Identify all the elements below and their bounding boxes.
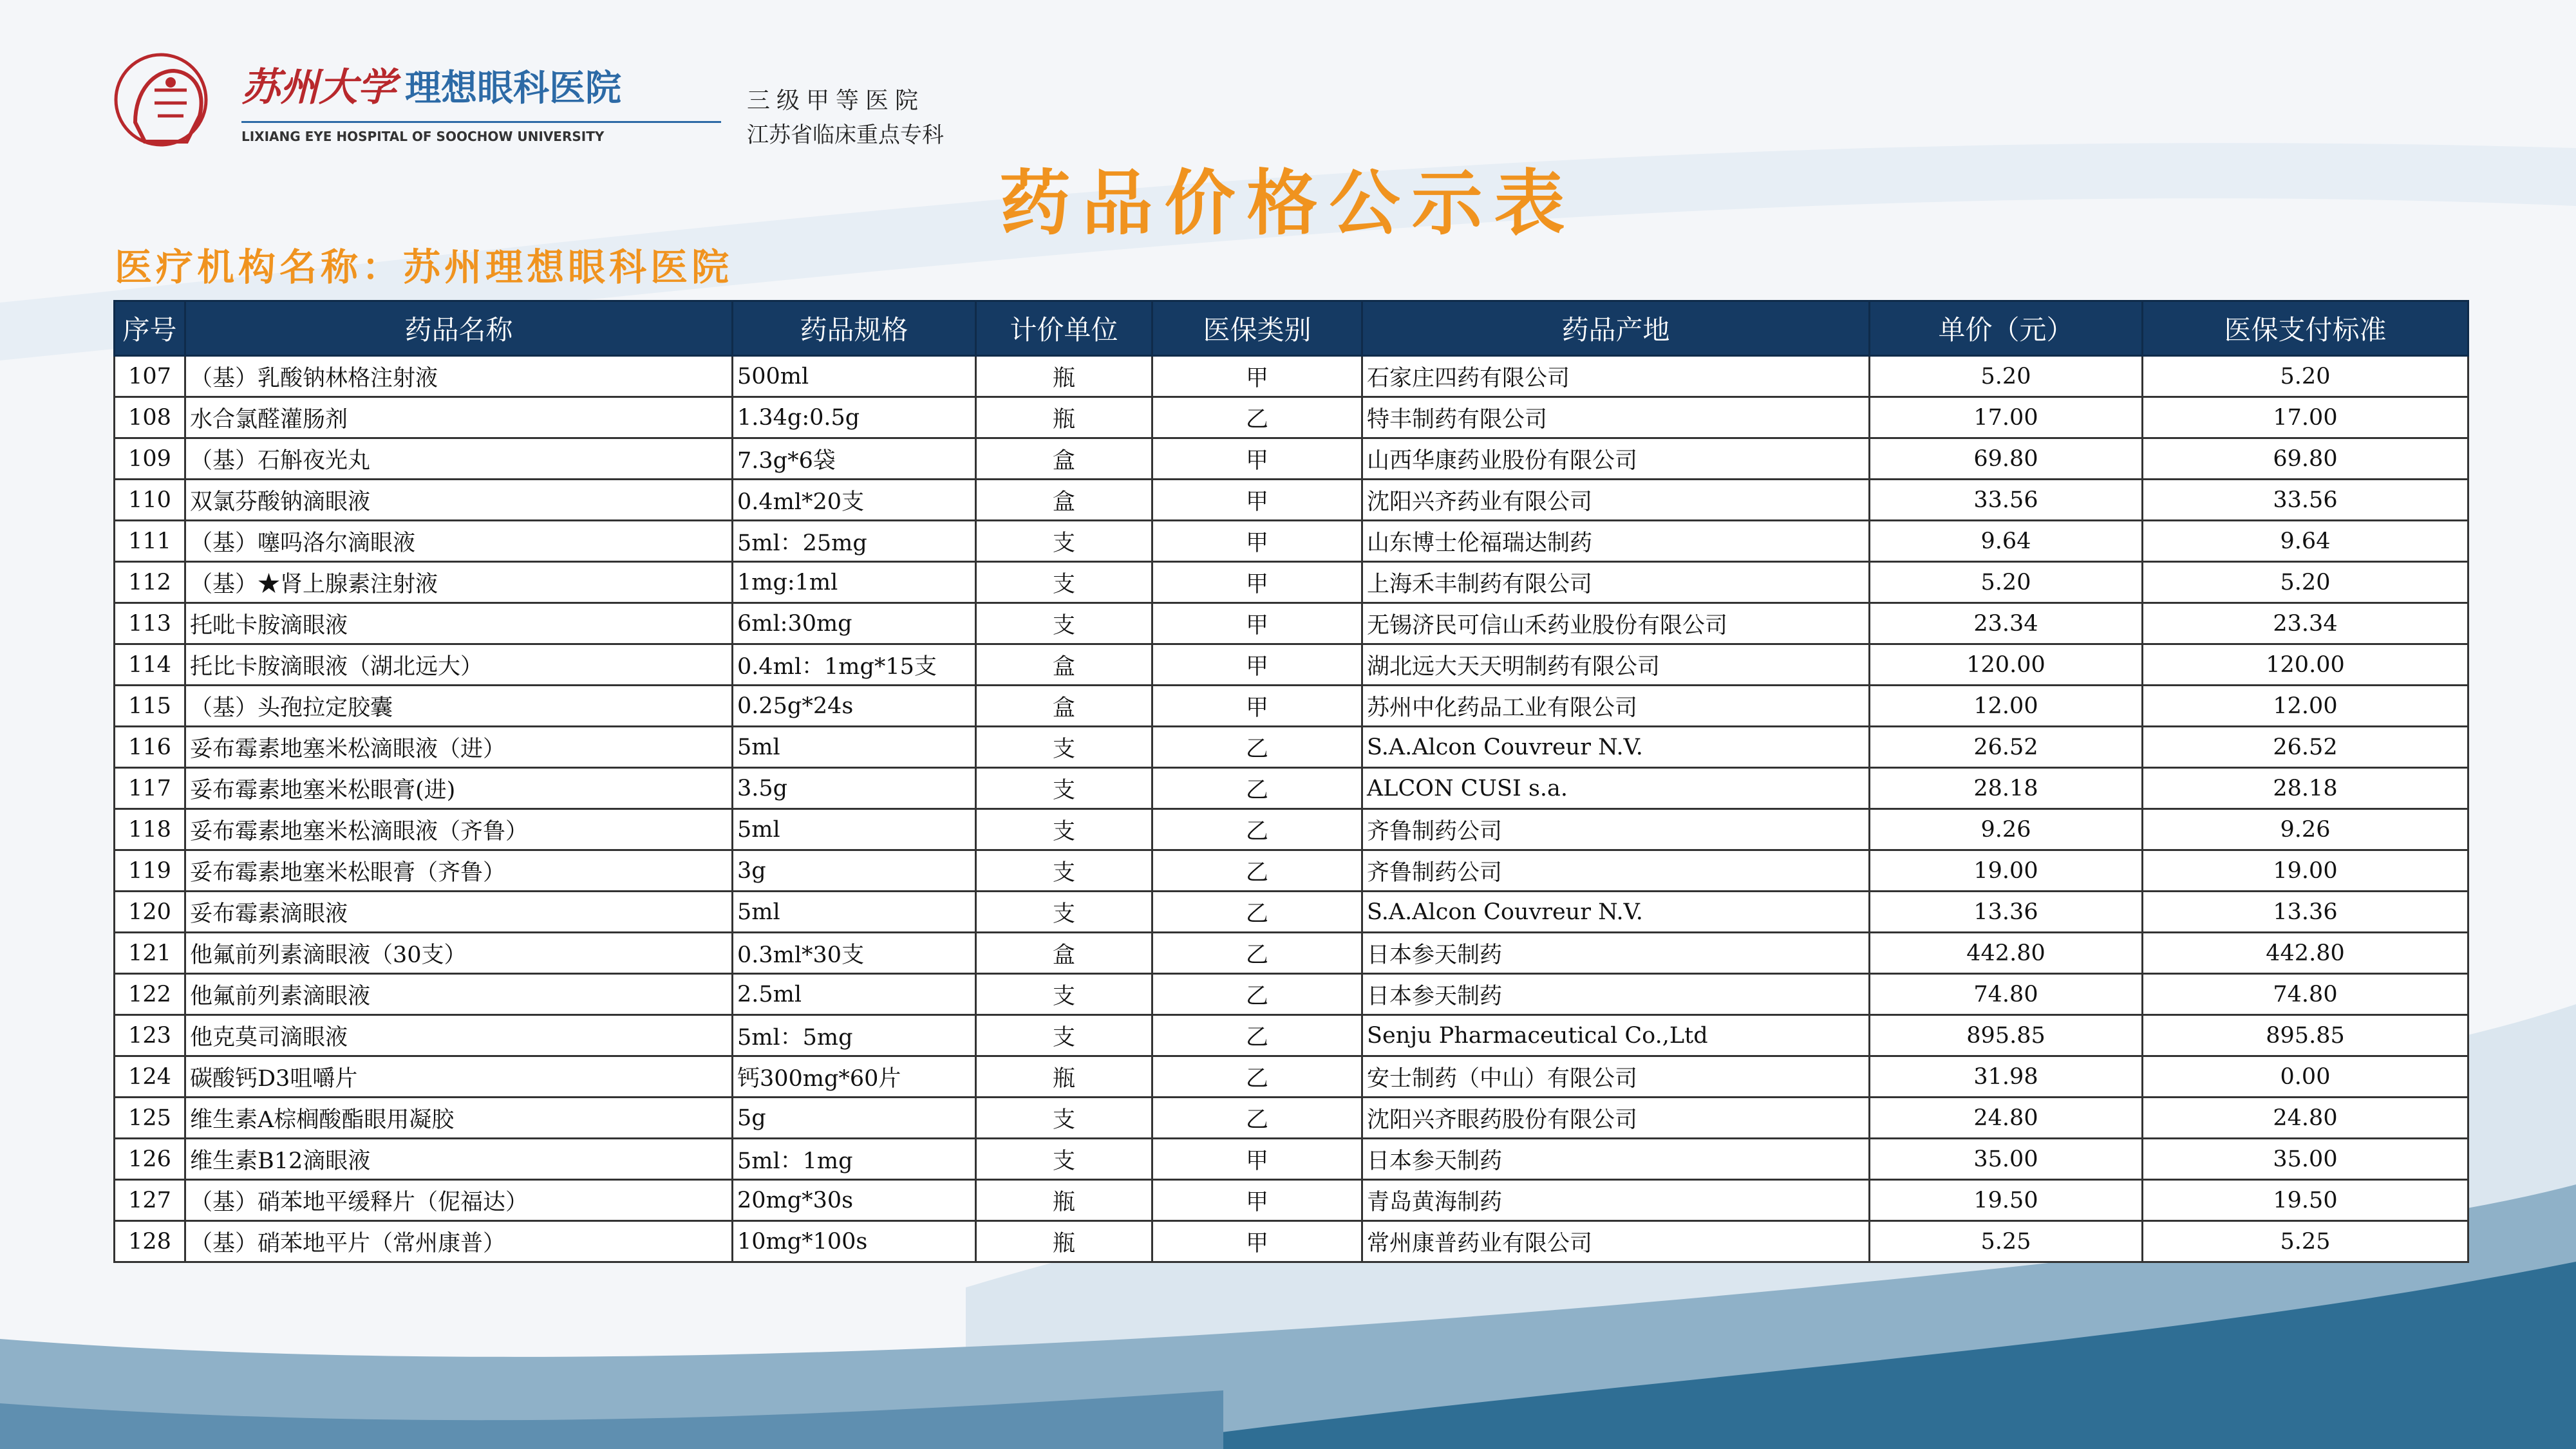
- drug-spec: 5ml: [733, 727, 976, 768]
- insurance-standard: 12.00: [2143, 686, 2468, 727]
- drug-origin: 上海禾丰制药有限公司: [1362, 562, 1870, 603]
- insurance-category: 甲: [1152, 521, 1362, 562]
- drug-name: 妥布霉素滴眼液: [185, 892, 733, 933]
- row-index: 118: [115, 809, 185, 850]
- hospital-logo-icon: [109, 45, 222, 158]
- insurance-category: 甲: [1152, 1221, 1362, 1262]
- pricing-unit: 支: [976, 727, 1152, 768]
- table-row: [115, 438, 2468, 480]
- col-header-spec: 药品规格: [733, 301, 976, 356]
- drug-spec: 20mg*30s: [733, 1180, 976, 1221]
- table-row: [115, 1180, 2468, 1221]
- pricing-unit: 支: [976, 1015, 1152, 1056]
- drug-origin: 石家庄四药有限公司: [1362, 356, 1870, 397]
- insurance-category: 乙: [1152, 768, 1362, 809]
- col-header-price: 单价（元）: [1870, 301, 2143, 356]
- drug-spec: 5ml: [733, 809, 976, 850]
- drug-name: （基）乳酸钠林格注射液: [185, 356, 733, 397]
- drug-origin: S.A.Alcon Couvreur N.V.: [1362, 892, 1870, 933]
- insurance-standard: 5.20: [2143, 562, 2468, 603]
- insurance-standard: 19.50: [2143, 1180, 2468, 1221]
- page-title: 药品价格公示表: [999, 162, 1577, 245]
- table-row: [115, 480, 2468, 521]
- drug-origin: 日本参天制药: [1362, 1139, 1870, 1180]
- drug-spec: 0.25g*24s: [733, 686, 976, 727]
- insurance-category: 甲: [1152, 686, 1362, 727]
- insurance-standard: 28.18: [2143, 768, 2468, 809]
- insurance-standard: 5.25: [2143, 1221, 2468, 1262]
- insurance-category: 乙: [1152, 933, 1362, 974]
- insurance-category: 乙: [1152, 1098, 1362, 1139]
- brand-chinese-name: [241, 57, 621, 112]
- drug-origin: 青岛黄海制药: [1362, 1180, 1870, 1221]
- pricing-unit: 支: [976, 1139, 1152, 1180]
- pricing-unit: 瓶: [976, 1221, 1152, 1262]
- row-index: 119: [115, 850, 185, 892]
- insurance-category: 甲: [1152, 603, 1362, 644]
- drug-spec: 3.5g: [733, 768, 976, 809]
- table-row: [115, 1015, 2468, 1056]
- table-row: [115, 603, 2468, 644]
- hospital-grade: 三级甲等医院: [747, 88, 925, 114]
- insurance-category: 乙: [1152, 727, 1362, 768]
- pricing-unit: 盒: [976, 686, 1152, 727]
- table-row: [115, 644, 2468, 686]
- drug-origin: 山东博士伦福瑞达制药: [1362, 521, 1870, 562]
- drug-name: 妥布霉素地塞米松眼膏（齐鲁）: [185, 850, 733, 892]
- pricing-unit: 支: [976, 521, 1152, 562]
- insurance-standard: 24.80: [2143, 1098, 2468, 1139]
- row-index: 111: [115, 521, 185, 562]
- insurance-category: 甲: [1152, 1180, 1362, 1221]
- pricing-unit: 盒: [976, 644, 1152, 686]
- table-row: [115, 850, 2468, 892]
- row-index: 108: [115, 397, 185, 438]
- drug-spec: 钙300mg*60片: [733, 1056, 976, 1098]
- table-row: [115, 1098, 2468, 1139]
- drug-spec: 0.3ml*30支: [733, 933, 976, 974]
- brand-english-name: LIXIANG EYE HOSPITAL OF SOOCHOW UNIVERSITY: [241, 129, 605, 144]
- insurance-category: 乙: [1152, 1056, 1362, 1098]
- drug-price-table: [113, 300, 2469, 1263]
- insurance-category: 甲: [1152, 1139, 1362, 1180]
- table-header-row: [115, 301, 2468, 356]
- unit-price: 12.00: [1870, 686, 2143, 727]
- table-body: [115, 356, 2468, 1262]
- pricing-unit: 瓶: [976, 397, 1152, 438]
- drug-name: 托吡卡胺滴眼液: [185, 603, 733, 644]
- unit-price: 26.52: [1870, 727, 2143, 768]
- pricing-unit: 瓶: [976, 356, 1152, 397]
- drug-origin: 湖北远大天天明制药有限公司: [1362, 644, 1870, 686]
- key-specialty: 江苏省临床重点专科: [747, 122, 944, 148]
- unit-price: 895.85: [1870, 1015, 2143, 1056]
- table-row: [115, 562, 2468, 603]
- insurance-category: 乙: [1152, 397, 1362, 438]
- insurance-standard: 0.00: [2143, 1056, 2468, 1098]
- unit-price: 5.20: [1870, 356, 2143, 397]
- drug-spec: 0.4ml*20支: [733, 480, 976, 521]
- row-index: 124: [115, 1056, 185, 1098]
- row-index: 107: [115, 356, 185, 397]
- drug-spec: 2.5ml: [733, 974, 976, 1015]
- table-row: [115, 974, 2468, 1015]
- unit-price: 5.25: [1870, 1221, 2143, 1262]
- row-index: 123: [115, 1015, 185, 1056]
- drug-origin: S.A.Alcon Couvreur N.V.: [1362, 727, 1870, 768]
- drug-origin: 沈阳兴齐药业有限公司: [1362, 480, 1870, 521]
- drug-name: 他氟前列素滴眼液: [185, 974, 733, 1015]
- drug-origin: 日本参天制药: [1362, 933, 1870, 974]
- unit-price: 442.80: [1870, 933, 2143, 974]
- drug-spec: 5ml：25mg: [733, 521, 976, 562]
- col-header-category: 医保类别: [1152, 301, 1362, 356]
- row-index: 126: [115, 1139, 185, 1180]
- table-row: [115, 809, 2468, 850]
- unit-price: 28.18: [1870, 768, 2143, 809]
- table-row: [115, 521, 2468, 562]
- row-index: 117: [115, 768, 185, 809]
- row-index: 116: [115, 727, 185, 768]
- drug-name: （基）头孢拉定胶囊: [185, 686, 733, 727]
- pricing-unit: 支: [976, 850, 1152, 892]
- unit-price: 19.00: [1870, 850, 2143, 892]
- unit-price: 23.34: [1870, 603, 2143, 644]
- insurance-standard: 9.64: [2143, 521, 2468, 562]
- brand-hospital: 理想眼科医院: [405, 68, 621, 109]
- row-index: 127: [115, 1180, 185, 1221]
- insurance-category: 甲: [1152, 480, 1362, 521]
- col-header-unit: 计价单位: [976, 301, 1152, 356]
- insurance-category: 甲: [1152, 562, 1362, 603]
- pricing-unit: 盒: [976, 480, 1152, 521]
- drug-spec: 7.3g*6袋: [733, 438, 976, 480]
- pricing-unit: 支: [976, 809, 1152, 850]
- drug-spec: 6ml:30mg: [733, 603, 976, 644]
- drug-spec: 3g: [733, 850, 976, 892]
- row-index: 115: [115, 686, 185, 727]
- drug-name: 他克莫司滴眼液: [185, 1015, 733, 1056]
- drug-name: （基）噻吗洛尔滴眼液: [185, 521, 733, 562]
- insurance-standard: 19.00: [2143, 850, 2468, 892]
- brand-university: 苏州大学: [241, 65, 396, 110]
- row-index: 128: [115, 1221, 185, 1262]
- drug-spec: 5ml: [733, 892, 976, 933]
- insurance-category: 甲: [1152, 438, 1362, 480]
- table-row: [115, 933, 2468, 974]
- table-row: [115, 768, 2468, 809]
- col-header-name: 药品名称: [185, 301, 733, 356]
- drug-origin: 齐鲁制药公司: [1362, 850, 1870, 892]
- drug-name: 维生素B12滴眼液: [185, 1139, 733, 1180]
- unit-price: 17.00: [1870, 397, 2143, 438]
- unit-price: 74.80: [1870, 974, 2143, 1015]
- drug-origin: 常州康普药业有限公司: [1362, 1221, 1870, 1262]
- insurance-standard: 74.80: [2143, 974, 2468, 1015]
- insurance-standard: 26.52: [2143, 727, 2468, 768]
- drug-name: （基）★肾上腺素注射液: [185, 562, 733, 603]
- table-row: [115, 356, 2468, 397]
- drug-name: 妥布霉素地塞米松滴眼液（齐鲁）: [185, 809, 733, 850]
- drug-origin: 山西华康药业股份有限公司: [1362, 438, 1870, 480]
- table-row: [115, 1139, 2468, 1180]
- drug-name: （基）硝苯地平片（常州康普）: [185, 1221, 733, 1262]
- drug-spec: 1.34g:0.5g: [733, 397, 976, 438]
- drug-origin: 齐鲁制药公司: [1362, 809, 1870, 850]
- drug-spec: 1mg:1ml: [733, 562, 976, 603]
- insurance-standard: 13.36: [2143, 892, 2468, 933]
- unit-price: 31.98: [1870, 1056, 2143, 1098]
- unit-price: 24.80: [1870, 1098, 2143, 1139]
- unit-price: 13.36: [1870, 892, 2143, 933]
- drug-origin: 沈阳兴齐眼药股份有限公司: [1362, 1098, 1870, 1139]
- unit-price: 35.00: [1870, 1139, 2143, 1180]
- drug-name: 双氯芬酸钠滴眼液: [185, 480, 733, 521]
- drug-origin: 安士制药（中山）有限公司: [1362, 1056, 1870, 1098]
- drug-name: 托比卡胺滴眼液（湖北远大）: [185, 644, 733, 686]
- insurance-category: 乙: [1152, 892, 1362, 933]
- drug-origin: Senju Pharmaceutical Co.,Ltd: [1362, 1015, 1870, 1056]
- insurance-category: 乙: [1152, 974, 1362, 1015]
- insurance-standard: 442.80: [2143, 933, 2468, 974]
- drug-name: （基）石斛夜光丸: [185, 438, 733, 480]
- row-index: 121: [115, 933, 185, 974]
- pricing-unit: 支: [976, 892, 1152, 933]
- drug-name: 维生素A棕榈酸酯眼用凝胶: [185, 1098, 733, 1139]
- table-row: [115, 727, 2468, 768]
- insurance-category: 乙: [1152, 850, 1362, 892]
- pricing-unit: 盒: [976, 933, 1152, 974]
- drug-name: 碳酸钙D3咀嚼片: [185, 1056, 733, 1098]
- col-header-origin: 药品产地: [1362, 301, 1870, 356]
- pricing-unit: 瓶: [976, 1056, 1152, 1098]
- drug-spec: 10mg*100s: [733, 1221, 976, 1262]
- unit-price: 33.56: [1870, 480, 2143, 521]
- row-index: 110: [115, 480, 185, 521]
- drug-name: 妥布霉素地塞米松滴眼液（进）: [185, 727, 733, 768]
- drug-origin: 无锡济民可信山禾药业股份有限公司: [1362, 603, 1870, 644]
- row-index: 122: [115, 974, 185, 1015]
- unit-price: 19.50: [1870, 1180, 2143, 1221]
- unit-price: 9.64: [1870, 521, 2143, 562]
- pricing-unit: 支: [976, 768, 1152, 809]
- row-index: 113: [115, 603, 185, 644]
- insurance-category: 甲: [1152, 644, 1362, 686]
- pricing-unit: 支: [976, 603, 1152, 644]
- drug-spec: 5g: [733, 1098, 976, 1139]
- pricing-unit: 支: [976, 974, 1152, 1015]
- table-row: [115, 686, 2468, 727]
- unit-price: 120.00: [1870, 644, 2143, 686]
- brand-divider: [241, 121, 721, 123]
- row-index: 112: [115, 562, 185, 603]
- table-row: [115, 892, 2468, 933]
- row-index: 125: [115, 1098, 185, 1139]
- insurance-standard: 69.80: [2143, 438, 2468, 480]
- table-row: [115, 1056, 2468, 1098]
- insurance-standard: 5.20: [2143, 356, 2468, 397]
- drug-name: （基）硝苯地平缓释片（伲福达）: [185, 1180, 733, 1221]
- insurance-standard: 9.26: [2143, 809, 2468, 850]
- drug-name: 水合氯醛灌肠剂: [185, 397, 733, 438]
- row-index: 109: [115, 438, 185, 480]
- insurance-category: 乙: [1152, 809, 1362, 850]
- row-index: 114: [115, 644, 185, 686]
- drug-spec: 0.4ml：1mg*15支: [733, 644, 976, 686]
- insurance-standard: 17.00: [2143, 397, 2468, 438]
- insurance-standard: 895.85: [2143, 1015, 2468, 1056]
- table-row: [115, 397, 2468, 438]
- pricing-unit: 支: [976, 562, 1152, 603]
- insurance-category: 乙: [1152, 1015, 1362, 1056]
- drug-origin: ALCON CUSI s.a.: [1362, 768, 1870, 809]
- drug-origin: 苏州中化药品工业有限公司: [1362, 686, 1870, 727]
- pricing-unit: 瓶: [976, 1180, 1152, 1221]
- insurance-category: 甲: [1152, 356, 1362, 397]
- drug-spec: 5ml：1mg: [733, 1139, 976, 1180]
- pricing-unit: 支: [976, 1098, 1152, 1139]
- table-row: [115, 1221, 2468, 1262]
- row-index: 120: [115, 892, 185, 933]
- col-header-index: 序号: [115, 301, 185, 356]
- unit-price: 9.26: [1870, 809, 2143, 850]
- drug-name: 他氟前列素滴眼液（30支）: [185, 933, 733, 974]
- insurance-standard: 23.34: [2143, 603, 2468, 644]
- drug-origin: 特丰制药有限公司: [1362, 397, 1870, 438]
- drug-spec: 500ml: [733, 356, 976, 397]
- drug-spec: 5ml：5mg: [733, 1015, 976, 1056]
- institution-name: 医疗机构名称：苏州理想眼科医院: [115, 245, 733, 289]
- insurance-standard: 35.00: [2143, 1139, 2468, 1180]
- drug-name: 妥布霉素地塞米松眼膏(进): [185, 768, 733, 809]
- pricing-unit: 盒: [976, 438, 1152, 480]
- unit-price: 5.20: [1870, 562, 2143, 603]
- drug-origin: 日本参天制药: [1362, 974, 1870, 1015]
- insurance-standard: 33.56: [2143, 480, 2468, 521]
- col-header-standard: 医保支付标准: [2143, 301, 2468, 356]
- insurance-standard: 120.00: [2143, 644, 2468, 686]
- unit-price: 69.80: [1870, 438, 2143, 480]
